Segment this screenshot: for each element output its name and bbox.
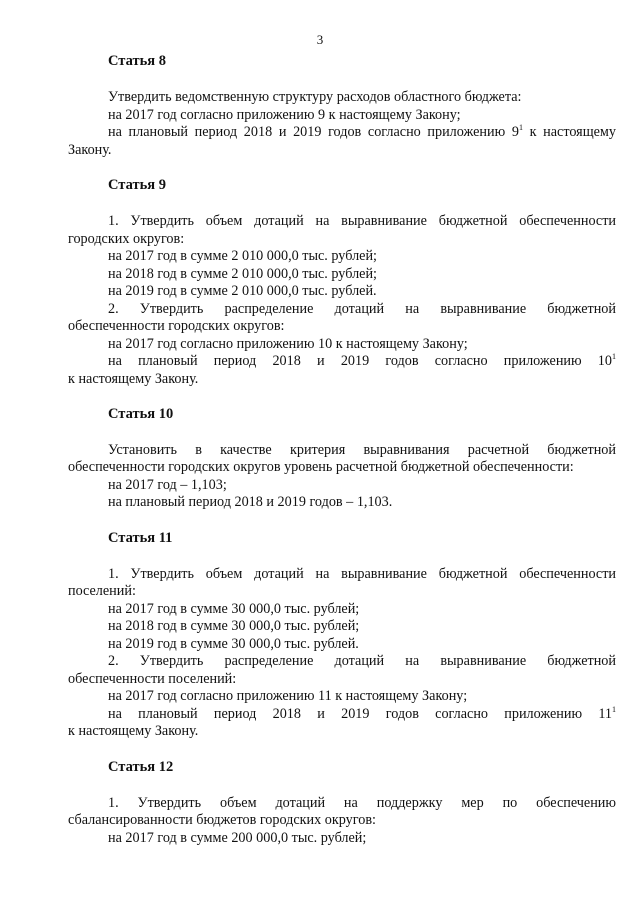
paragraph-line: Установить в качестве критерия выравнивания расчетной бюджетной [108,442,616,458]
paragraph-line: на 2017 год – 1,103; [108,477,227,493]
paragraph-line: к настоящему Закону. [68,723,199,739]
paragraph-line: 1. Утвердить объем дотаций на выравнивание бюджетной обеспеченности [108,213,616,229]
paragraph-line: Закону. [68,142,112,158]
paragraph-line: на 2018 год в сумме 30 000,0 тыс. рублей; [108,618,360,634]
paragraph-line: 1. Утвердить объем дотаций на поддержку мер по обеспечению [108,795,616,811]
paragraph-line: городских округов: [68,231,185,247]
paragraph-line: Утвердить ведомственную структуру расходов областного бюджета: [108,89,522,105]
paragraph-line: 1. Утвердить объем дотаций на выравнивание бюджетной обеспеченности [108,566,616,582]
paragraph-line: 2. Утвердить распределение дотаций на выравнивание бюджетной [108,653,616,669]
paragraph-line: на плановый период 2018 и 2019 годов согласно приложению $9^1$ к настоящему [108,123,616,140]
paragraph-line: сбалансированности бюджетов городских округов: [68,812,376,828]
article-10-heading: Статья 10 [108,406,174,422]
paragraph-line: на 2017 год в сумме 30 000,0 тыс. рублей; [108,601,360,617]
article-12-heading: Статья 12 [108,759,174,775]
paragraph-line: к настоящему Закону. [68,371,199,387]
paragraph-line: на 2017 год согласно приложению 11 к настоящему Закону; [108,688,468,704]
paragraph-line: поселений: [68,583,136,599]
paragraph-line: на плановый период 2018 и 2019 годов согласно приложению $10^1$ [108,352,616,369]
paragraph-line: на 2017 год в сумме 200 000,0 тыс. рублей; [108,830,367,846]
paragraph-line: 2. Утвердить распределение дотаций на выравнивание бюджетной [108,301,616,317]
paragraph-line: обеспеченности городских округов уровень расчетной бюджетной обеспеченности: [68,459,574,475]
paragraph-line: на 2018 год в сумме 2 010 000,0 тыс. рублей; [108,266,377,282]
paragraph-line: на плановый период 2018 и 2019 годов согласно приложению $11^1$ [108,705,616,722]
paragraph-line: на плановый период 2018 и 2019 годов – 1,103. [108,494,393,510]
paragraph-line: обеспеченности поселений: [68,671,237,687]
article-11-heading: Статья 11 [108,530,173,546]
paragraph-line: обеспеченности городских округов: [68,318,285,334]
article-8-heading: Статья 8 [108,53,166,69]
paragraph-line: на 2017 год согласно приложению 9 к настоящему Закону; [108,107,461,123]
paragraph-line: на 2019 год в сумме 2 010 000,0 тыс. рублей. [108,283,377,299]
page-number: 3 [316,32,324,47]
article-9-heading: Статья 9 [108,177,166,193]
paragraph-line: на 2019 год в сумме 30 000,0 тыс. рублей. [108,636,359,652]
paragraph-line: на 2017 год согласно приложению 10 к настоящему Закону; [108,336,468,352]
paragraph-line: на 2017 год в сумме 2 010 000,0 тыс. рублей; [108,248,377,264]
